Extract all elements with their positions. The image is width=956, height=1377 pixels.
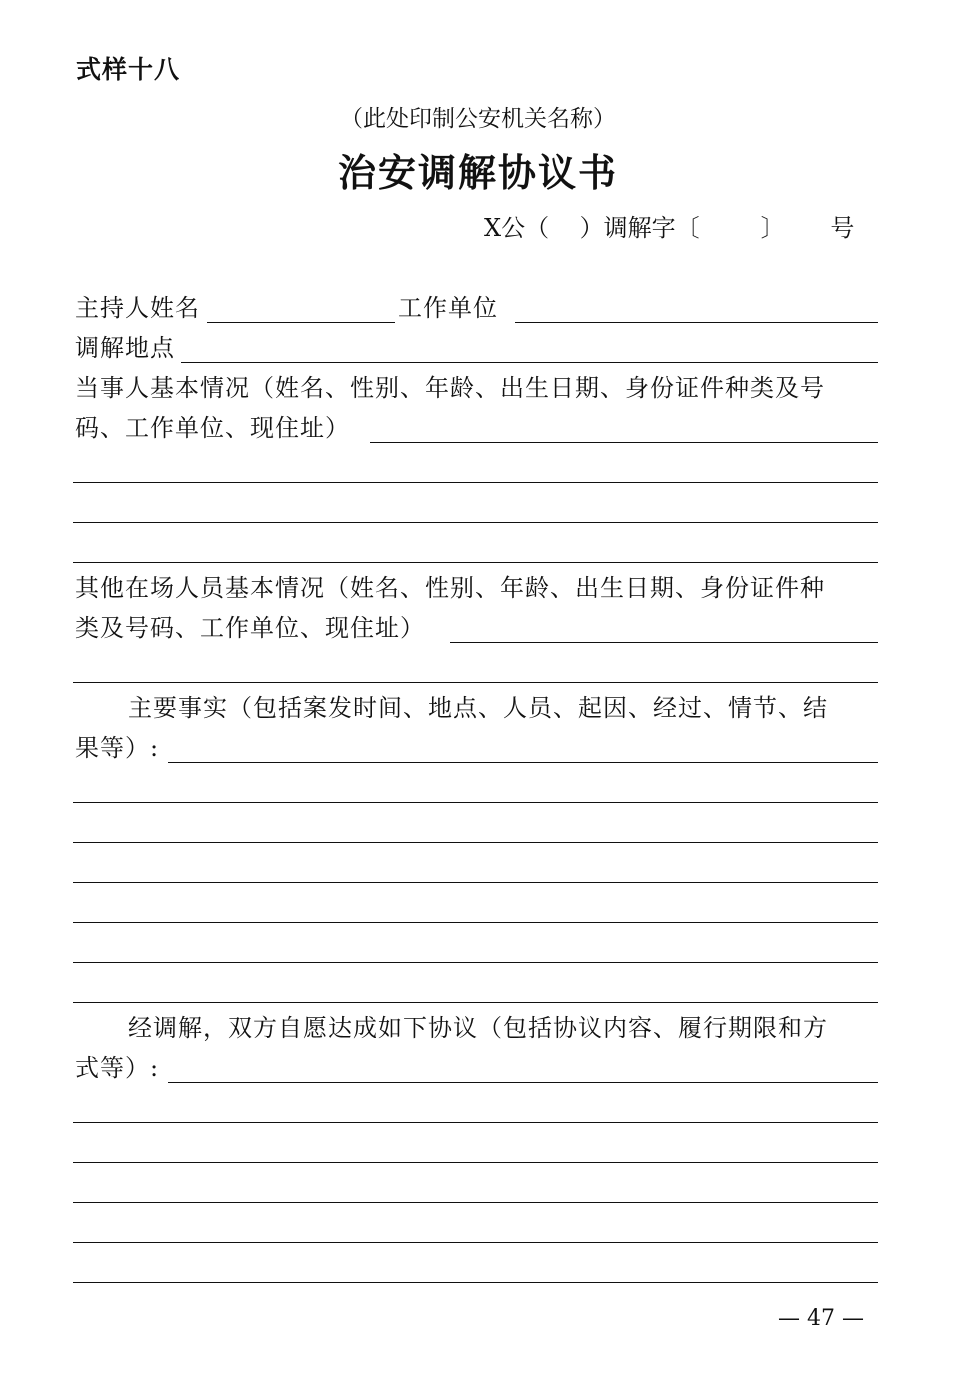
others-info-line1: 其他在场人员基本情况（姓名、性别、年龄、出生日期、身份证件种	[75, 574, 825, 602]
party-info-line-blank[interactable]	[73, 562, 878, 563]
facts-line-blank[interactable]	[73, 802, 878, 803]
host-name-field[interactable]	[207, 322, 395, 323]
document-title: 治安调解协议书	[337, 150, 618, 195]
agreement-line1: 经调解，双方自愿达成如下协议（包括协议内容、履行期限和方	[128, 1014, 828, 1042]
party-info-line1: 当事人基本情况（姓名、性别、年龄、出生日期、身份证件种类及号	[75, 374, 825, 402]
facts-line-blank[interactable]	[73, 1002, 878, 1003]
party-info-line-blank[interactable]	[73, 522, 878, 523]
location-field[interactable]	[181, 362, 878, 363]
facts-line2: 果等）:	[75, 734, 160, 762]
location-label: 调解地点	[75, 334, 175, 362]
party-info-field[interactable]	[370, 442, 878, 443]
style-label: 式样十八	[76, 55, 181, 84]
facts-field[interactable]	[168, 762, 878, 763]
facts-line1: 主要事实（包括案发时间、地点、人员、起因、经过、情节、结	[128, 694, 828, 722]
agreement-line-blank[interactable]	[73, 1122, 878, 1123]
facts-line-blank[interactable]	[73, 882, 878, 883]
agreement-line-blank[interactable]	[73, 1202, 878, 1203]
agreement-line-blank[interactable]	[73, 1282, 878, 1283]
host-name-label: 主持人姓名	[75, 294, 200, 322]
page-number: — 47 —	[778, 1306, 864, 1331]
agreement-line-blank[interactable]	[73, 1242, 878, 1243]
others-info-line-blank[interactable]	[73, 682, 878, 683]
org-name-note: （此处印制公安机关名称）	[340, 106, 616, 132]
facts-line-blank[interactable]	[73, 922, 878, 923]
party-info-line-blank[interactable]	[73, 482, 878, 483]
document-number: X公（ ）调解字〔 〕 号	[484, 214, 855, 242]
party-info-line2: 码、工作单位、现住址）	[75, 414, 350, 442]
agreement-field[interactable]	[168, 1082, 878, 1083]
facts-line-blank[interactable]	[73, 842, 878, 843]
agreement-line-blank[interactable]	[73, 1162, 878, 1163]
agreement-line2: 式等）:	[75, 1054, 160, 1082]
others-info-field[interactable]	[450, 642, 878, 643]
facts-line-blank[interactable]	[73, 962, 878, 963]
others-info-line2: 类及号码、工作单位、现住址）	[75, 614, 425, 642]
work-unit-field[interactable]	[515, 322, 878, 323]
work-unit-label: 工作单位	[398, 294, 498, 322]
